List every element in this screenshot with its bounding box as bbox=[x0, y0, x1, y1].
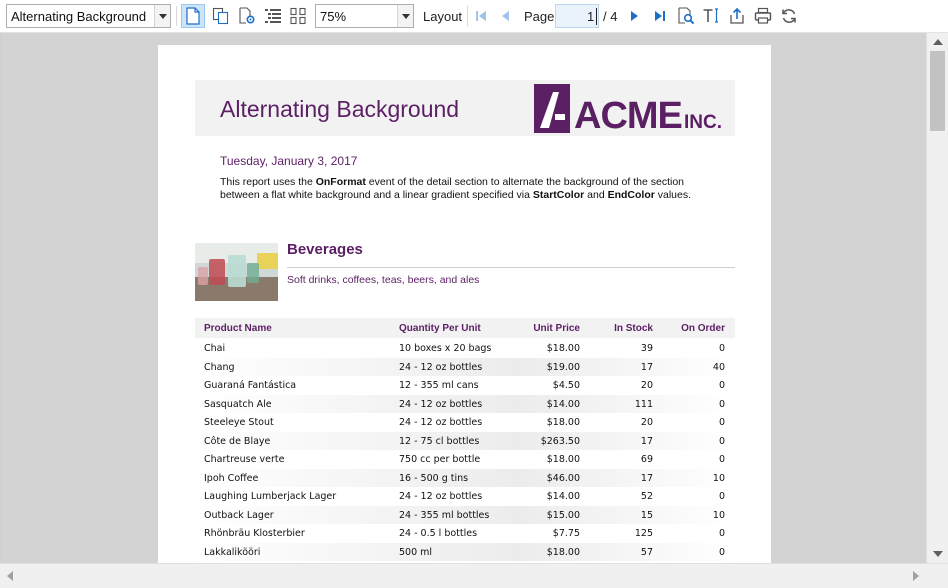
table-row bbox=[195, 506, 735, 525]
vertical-scrollbar[interactable] bbox=[926, 33, 948, 563]
cell-price: $18.00 bbox=[546, 546, 580, 558]
cell-stock: 17 bbox=[640, 435, 653, 447]
continuous-view-button[interactable] bbox=[209, 4, 233, 28]
cell-product: Lakkalikööri bbox=[204, 546, 261, 558]
table-header bbox=[195, 318, 735, 338]
table-row bbox=[195, 376, 735, 395]
cell-order: 10 bbox=[712, 472, 725, 484]
table-row bbox=[195, 543, 735, 562]
cell-product: Chai bbox=[204, 343, 226, 354]
zoom-select-value: 75% bbox=[320, 9, 347, 24]
cell-order: 0 bbox=[718, 435, 725, 447]
thumbnails-icon bbox=[289, 7, 307, 25]
cell-stock: 20 bbox=[640, 380, 653, 391]
cell-price: $18.00 bbox=[546, 343, 580, 354]
column-header-quantity: Quantity Per Unit bbox=[399, 323, 481, 334]
cell-price: $7.75 bbox=[552, 528, 580, 539]
report-date: Tuesday, January 3, 2017 bbox=[220, 154, 358, 168]
cell-price: $15.00 bbox=[546, 509, 580, 521]
table-row bbox=[195, 524, 735, 543]
cell-price: $14.00 bbox=[546, 398, 580, 410]
cell-order: 0 bbox=[718, 417, 725, 428]
thumbnails-button[interactable] bbox=[286, 4, 310, 28]
cell-quantity: 10 boxes x 20 bags bbox=[399, 343, 492, 354]
column-header-order: On Order bbox=[681, 323, 725, 334]
cell-stock: 20 bbox=[640, 417, 653, 428]
next-page-icon bbox=[627, 9, 641, 23]
find-button[interactable] bbox=[674, 4, 698, 28]
page-number-input[interactable] bbox=[555, 4, 599, 28]
cell-order: 0 bbox=[718, 491, 725, 502]
chevron-down-icon[interactable] bbox=[154, 5, 170, 27]
cell-product: Rhönbräu Klosterbier bbox=[204, 528, 305, 539]
cell-quantity: 24 - 12 oz bottles bbox=[399, 417, 483, 428]
cell-order: 40 bbox=[712, 361, 725, 373]
cell-product: Ipoh Coffee bbox=[204, 472, 259, 484]
page-label: Page bbox=[524, 9, 555, 24]
report-select-value: Alternating Background bbox=[11, 9, 147, 24]
chevron-down-icon[interactable] bbox=[397, 5, 413, 27]
cell-price: $19.00 bbox=[546, 361, 580, 373]
table-row bbox=[195, 395, 735, 414]
cell-quantity: 24 - 12 oz bottles bbox=[399, 491, 483, 502]
cell-stock: 17 bbox=[640, 472, 653, 484]
cell-order: 0 bbox=[718, 343, 725, 354]
cell-order: 0 bbox=[718, 528, 725, 539]
cell-price: $263.50 bbox=[540, 435, 580, 447]
cell-stock: 111 bbox=[634, 398, 653, 410]
table-row bbox=[195, 413, 735, 432]
export-button[interactable] bbox=[725, 4, 749, 28]
category-name: Beverages bbox=[287, 241, 363, 258]
cell-quantity: 24 - 0.5 l bottles bbox=[399, 528, 478, 539]
cell-product: Laughing Lumberjack Lager bbox=[204, 491, 337, 502]
logo-text: ACME bbox=[574, 95, 682, 133]
cell-quantity: 24 - 12 oz bottles bbox=[399, 398, 483, 410]
cell-quantity: 24 - 12 oz bottles bbox=[399, 361, 483, 373]
table-row bbox=[195, 450, 735, 469]
cell-quantity: 500 ml bbox=[399, 546, 433, 558]
horizontal-scrollbar[interactable] bbox=[0, 563, 948, 588]
cell-price: $18.00 bbox=[546, 454, 580, 465]
category-description: Soft drinks, coffees, teas, beers, and ales bbox=[287, 274, 480, 286]
single-page-view-button[interactable] bbox=[181, 4, 205, 28]
cell-price: $18.00 bbox=[546, 417, 580, 428]
cell-quantity: 12 - 355 ml cans bbox=[399, 380, 479, 391]
cell-product: Guaraná Fantástica bbox=[204, 380, 297, 391]
page-settings-icon bbox=[238, 7, 256, 25]
report-viewer[interactable] bbox=[0, 33, 926, 563]
text-cursor-icon bbox=[596, 8, 597, 25]
column-header-product: Product Name bbox=[204, 323, 272, 334]
next-page-button[interactable] bbox=[622, 4, 646, 28]
cell-quantity: 750 cc per bottle bbox=[399, 454, 481, 465]
cell-price: $4.50 bbox=[552, 380, 580, 391]
export-icon bbox=[728, 7, 746, 25]
toolbar bbox=[0, 0, 948, 33]
category-divider bbox=[287, 267, 735, 268]
report-page bbox=[158, 45, 771, 563]
page-setup-button[interactable] bbox=[235, 4, 259, 28]
category-image bbox=[195, 243, 278, 301]
first-page-icon bbox=[474, 9, 488, 23]
print-button[interactable] bbox=[751, 4, 775, 28]
total-pages: 4 bbox=[610, 9, 618, 24]
refresh-button[interactable] bbox=[777, 4, 801, 28]
cell-quantity: 12 - 75 cl bottles bbox=[399, 435, 480, 447]
cell-order: 10 bbox=[712, 509, 725, 521]
cell-product: Outback Lager bbox=[204, 509, 274, 521]
cell-stock: 57 bbox=[640, 546, 653, 558]
table-row bbox=[195, 339, 735, 358]
single-page-icon bbox=[185, 7, 201, 25]
cell-product: Sasquatch Ale bbox=[204, 398, 272, 410]
toolbar-separator bbox=[176, 6, 177, 26]
scroll-down-icon[interactable] bbox=[933, 551, 943, 557]
page-number-value: 1 bbox=[587, 9, 595, 24]
last-page-button[interactable] bbox=[648, 4, 672, 28]
cell-order: 0 bbox=[718, 380, 725, 391]
toolbar-separator bbox=[467, 6, 468, 26]
acme-logo bbox=[534, 84, 726, 133]
text-select-icon bbox=[702, 7, 720, 25]
scroll-thumb[interactable] bbox=[930, 51, 945, 131]
cell-order: 0 bbox=[718, 546, 725, 558]
page-of-label: / 4 bbox=[603, 9, 618, 24]
report-title: Alternating Background bbox=[220, 96, 460, 122]
report-select[interactable] bbox=[6, 4, 171, 28]
scroll-left-icon[interactable] bbox=[7, 571, 13, 581]
zoom-select[interactable] bbox=[315, 4, 414, 28]
cell-price: $46.00 bbox=[546, 472, 580, 484]
cell-stock: 15 bbox=[640, 509, 653, 521]
search-document-icon bbox=[677, 7, 695, 25]
table-row bbox=[195, 432, 735, 451]
previous-page-button[interactable] bbox=[494, 4, 518, 28]
scroll-right-icon[interactable] bbox=[913, 571, 919, 581]
scroll-up-icon[interactable] bbox=[933, 39, 943, 45]
cell-stock: 17 bbox=[640, 361, 653, 373]
previous-page-icon bbox=[499, 9, 513, 23]
cell-quantity: 16 - 500 g tins bbox=[399, 472, 469, 484]
outline-list-icon bbox=[264, 7, 282, 25]
cell-product: Chartreuse verte bbox=[204, 454, 285, 465]
cell-stock: 69 bbox=[640, 454, 653, 465]
cell-price: $14.00 bbox=[546, 491, 580, 502]
report-header bbox=[195, 80, 735, 136]
refresh-icon bbox=[780, 7, 798, 25]
logo-suffix: INC. bbox=[684, 112, 722, 133]
report-description: This report uses the OnFormat event of the detail section to alternate the background of the section between a flat white background and a linear gradient specified via StartColor and EndColor values. bbox=[220, 176, 692, 201]
copy-pages-icon bbox=[212, 7, 230, 25]
cell-order: 0 bbox=[718, 454, 725, 465]
cell-stock: 125 bbox=[634, 528, 653, 539]
cell-product: Côte de Blaye bbox=[204, 435, 271, 447]
cell-quantity: 24 - 355 ml bottles bbox=[399, 509, 490, 521]
table-row bbox=[195, 358, 735, 377]
table-row bbox=[195, 469, 735, 488]
text-select-button[interactable] bbox=[699, 4, 723, 28]
cell-product: Steeleye Stout bbox=[204, 417, 274, 428]
cell-stock: 39 bbox=[640, 343, 653, 354]
last-page-icon bbox=[653, 9, 667, 23]
cell-stock: 52 bbox=[640, 491, 653, 502]
table-row bbox=[195, 487, 735, 506]
cell-order: 0 bbox=[718, 398, 725, 410]
cell-product: Chang bbox=[204, 361, 235, 373]
column-header-stock: In Stock bbox=[614, 323, 653, 334]
first-page-button[interactable] bbox=[469, 4, 493, 28]
layout-button[interactable]: Layout bbox=[423, 9, 463, 24]
column-header-price: Unit Price bbox=[533, 323, 580, 334]
print-icon bbox=[754, 7, 772, 25]
outline-button[interactable] bbox=[261, 4, 285, 28]
